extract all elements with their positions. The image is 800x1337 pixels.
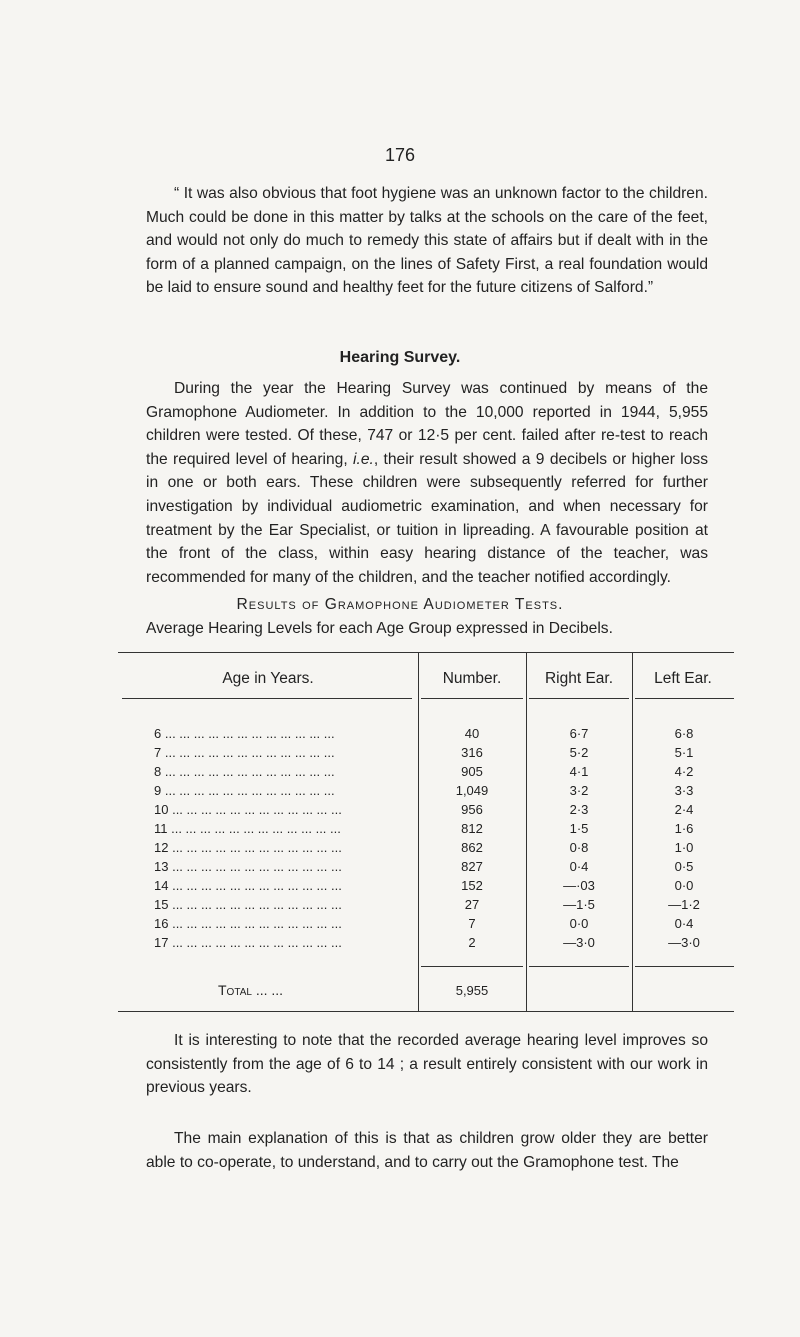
header-right-ear: Right Ear.	[544, 670, 614, 687]
right-ear-cell: 3·2	[569, 783, 589, 798]
number-cell: 152	[461, 878, 483, 893]
table-top-rule	[118, 652, 734, 653]
foot-hygiene-quote-paragraph: “ It was also obvious that foot hygiene was an unknown factor to the children. Much could be done in this matter by talks at the schools on the care of the feet, and would not only do much to remedy this state of affairs but if dealt with in the form of a planned campaign, on the lines of Safety First, a real foundation would be laid to ensure sound and healthy feet for the future citizens of Salford.”	[146, 185, 708, 297]
number-cell: 2	[468, 935, 476, 950]
age-cell: 14 ... ... ... ... ... ... ... ... ... ... ... ...	[154, 878, 342, 893]
total-label: Total ... ...	[218, 982, 284, 998]
number-cell: 1,049	[455, 783, 489, 798]
age-cell: 7 ... ... ... ... ... ... ... ... ... ... ... ...	[154, 745, 335, 760]
number-cell: 27	[464, 897, 480, 912]
left-ear-cell: 0·5	[674, 859, 694, 874]
number-cell: 316	[461, 745, 483, 760]
number-cell: 827	[461, 859, 483, 874]
table-bottom-rule	[118, 1011, 734, 1012]
results-subtitle: Average Hearing Levels for each Age Group expressed in Decibels.	[146, 620, 613, 637]
survey-text-part-1: During the year the Hearing Survey was continued by means of the Gramophone Audiometer. In addition to the 10,000 reported in 1944, 5,955 children were tested. Of these, 747 or 12·5 per cent. failed after re-test to reach the required level of hearing,	[146, 380, 708, 468]
page-number: 176	[384, 145, 416, 165]
header-underline-right	[529, 698, 629, 699]
left-ear-cell: 1·6	[674, 821, 694, 836]
number-cell: 862	[461, 840, 483, 855]
header-left-ear: Left Ear.	[654, 670, 712, 687]
age-cell: 12 ... ... ... ... ... ... ... ... ... ... ... ...	[154, 840, 342, 855]
left-ear-cell: 4·2	[674, 764, 694, 779]
left-ear-cell: 0·4	[674, 916, 694, 931]
total-rule-left	[635, 966, 734, 967]
age-cell: 11 ... ... ... ... ... ... ... ... ... ... ... ...	[154, 821, 341, 836]
left-ear-cell: 2·4	[674, 802, 694, 817]
number-cell: 812	[461, 821, 483, 836]
number-cell: 905	[461, 764, 483, 779]
right-ear-cell: 0·0	[569, 916, 589, 931]
left-ear-cell: 5·1	[674, 745, 694, 760]
hearing-survey-heading: Hearing Survey.	[339, 349, 461, 366]
header-underline-left	[635, 698, 734, 699]
explanation-paragraph: The main explanation of this is that as children grow older they are better able to co-operate, to understand, and to carry out the Gramophone test. The	[146, 1130, 708, 1171]
header-age: Age in Years.	[222, 670, 314, 687]
right-ear-cell: —1·5	[563, 897, 595, 912]
right-ear-cell: 6·7	[569, 726, 589, 741]
right-ear-cell: —·03	[563, 878, 595, 893]
hearing-levels-table	[118, 652, 734, 1012]
age-cell: 10 ... ... ... ... ... ... ... ... ... ... ... ...	[154, 802, 342, 817]
number-cell: 7	[468, 916, 476, 931]
age-cell: 6 ... ... ... ... ... ... ... ... ... ... ... ...	[154, 726, 335, 741]
results-title: Results of Gramophone Audiometer Tests.	[236, 596, 564, 613]
survey-text-part-2: , their result showed a 9 decibels or higher loss in one or both ears. These children were subsequently referred for further investigation by individual audiometric examination, and when necessary for treatment by the Ear Specialist, or tuition in lipreading. A favourable position at the front of the class, within easy hearing distance of the teacher, was recommended for many of the children, and the teacher notified accordingly.	[146, 450, 708, 586]
right-ear-cell: 0·4	[569, 859, 589, 874]
number-cell: 40	[464, 726, 480, 741]
left-ear-cell: 3·3	[674, 783, 694, 798]
right-ear-cell: 1·5	[569, 821, 589, 836]
age-cell: 17 ... ... ... ... ... ... ... ... ... ... ... ...	[154, 935, 342, 950]
right-ear-cell: 0·8	[569, 840, 589, 855]
total-number: 5,955	[455, 983, 489, 998]
header-underline-number	[421, 698, 523, 699]
right-ear-cell: 5·2	[569, 745, 589, 760]
right-ear-cell: 4·1	[569, 764, 589, 779]
total-rule-right	[529, 966, 629, 967]
right-ear-cell: —3·0	[563, 935, 595, 950]
age-cell: 13 ... ... ... ... ... ... ... ... ... ... ... ...	[154, 859, 342, 874]
header-underline-age	[122, 698, 412, 699]
header-number: Number.	[442, 670, 502, 687]
age-cell: 15 ... ... ... ... ... ... ... ... ... ... ... ...	[154, 897, 342, 912]
interesting-paragraph: It is interesting to note that the recorded average hearing level improves so consistently from the age of 6 to 14 ; a result entirely consistent with our work in previous years.	[146, 1032, 708, 1097]
left-ear-cell: —1·2	[668, 897, 700, 912]
age-cell: 16 ... ... ... ... ... ... ... ... ... ... ... ...	[154, 916, 342, 931]
left-ear-cell: 6·8	[674, 726, 694, 741]
age-cell: 9 ... ... ... ... ... ... ... ... ... ... ... ...	[154, 783, 335, 798]
left-ear-cell: 1·0	[674, 840, 694, 855]
left-ear-cell: 0·0	[674, 878, 694, 893]
total-rule-number	[421, 966, 523, 967]
age-cell: 8 ... ... ... ... ... ... ... ... ... ... ... ...	[154, 764, 335, 779]
left-ear-cell: —3·0	[668, 935, 700, 950]
survey-text-ie: i.e.	[353, 450, 374, 468]
number-cell: 956	[461, 802, 483, 817]
hearing-survey-paragraph	[146, 377, 708, 589]
right-ear-cell: 2·3	[569, 802, 589, 817]
